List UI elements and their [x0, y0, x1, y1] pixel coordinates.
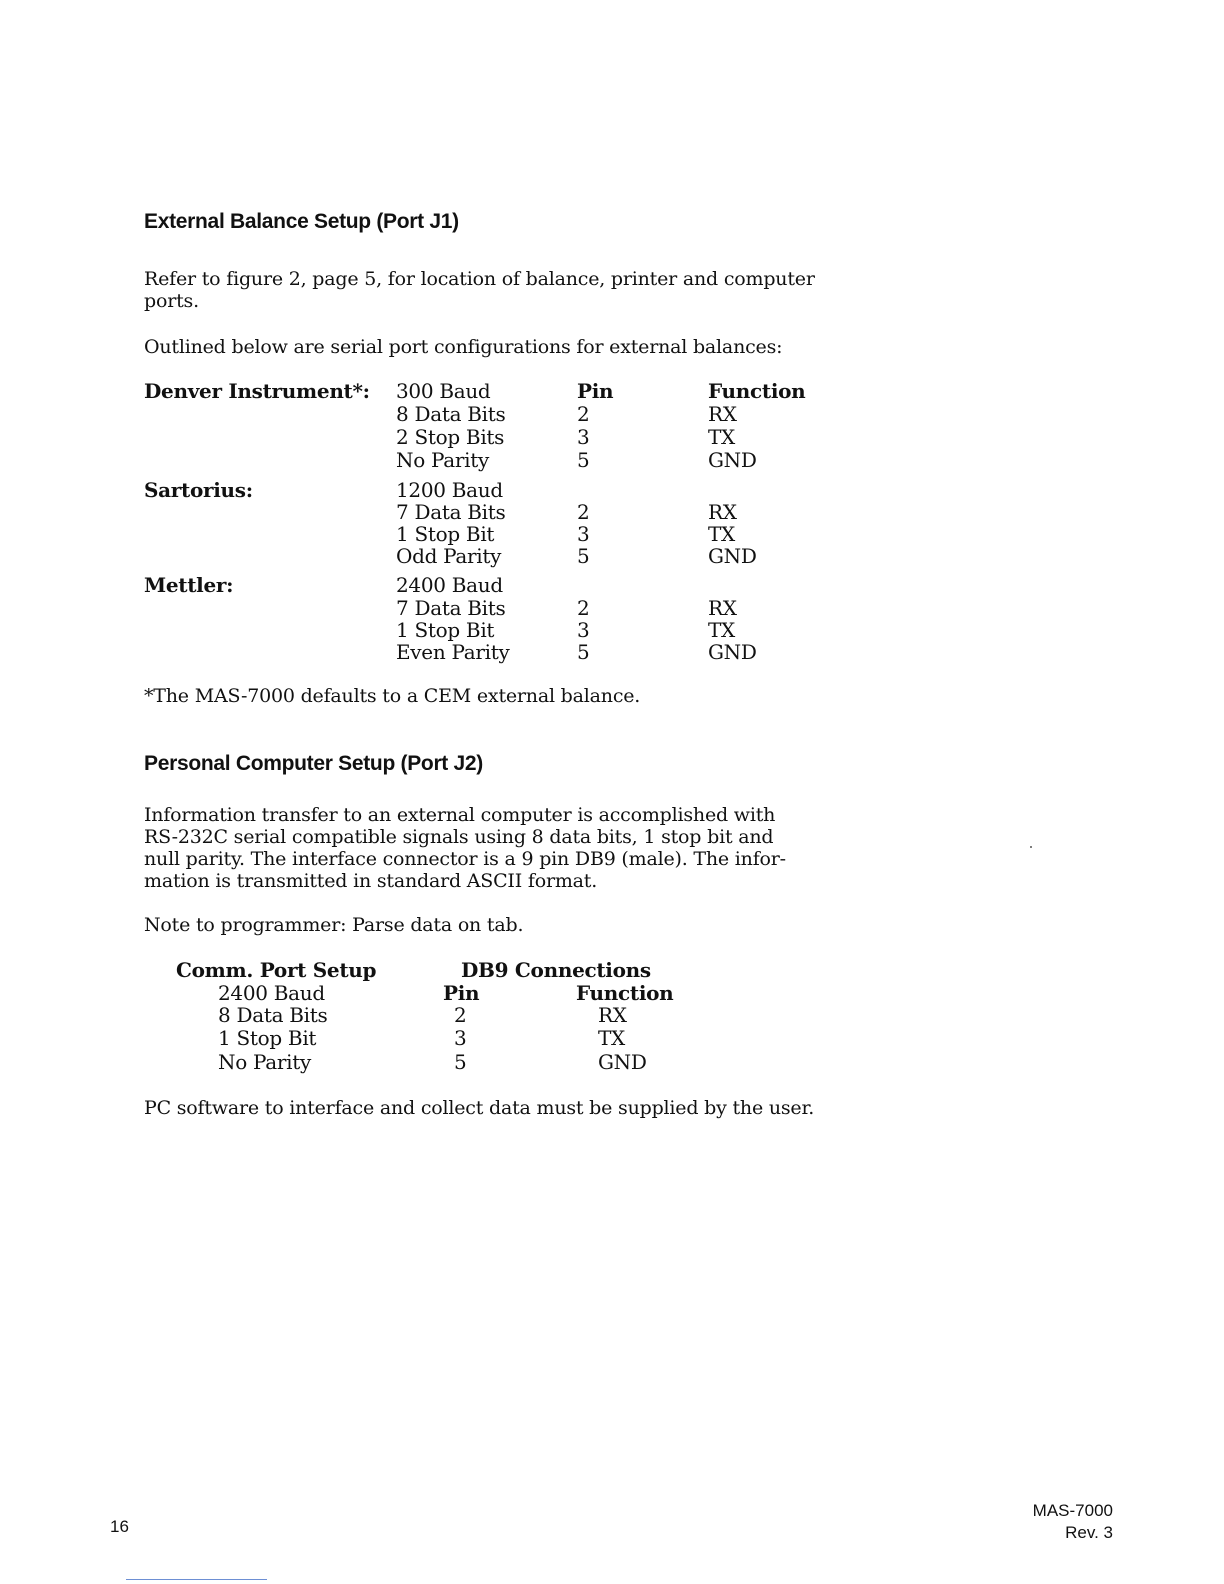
scan-speck [1030, 846, 1032, 848]
pin-cell: 2 [577, 596, 590, 620]
db9-connections-header: DB9 Connections [461, 958, 651, 982]
section-heading-personal-computer: Personal Computer Setup (Port J2) [144, 752, 483, 775]
closing-paragraph: PC software to interface and collect data must be supplied by the user. [144, 1097, 815, 1119]
col-header-pin: Pin [577, 379, 614, 403]
function-cell: TX [708, 522, 735, 546]
pc-paragraph-line-4: mation is transmitted in standard ASCII format. [144, 870, 598, 892]
footer-revision: Rev. 3 [1065, 1523, 1113, 1542]
setting-cell: 300 Baud [396, 379, 491, 403]
db9-function: TX [598, 1026, 625, 1050]
function-cell: GND [708, 640, 757, 664]
bottom-rule [126, 1579, 267, 1580]
setting-cell: 1200 Baud [396, 478, 503, 502]
pc-paragraph-line-2: RS-232C serial compatible signals using 8 data bits, 1 stop bit and [144, 826, 774, 848]
setting-cell: Even Parity [396, 640, 510, 664]
pin-cell: 2 [577, 402, 590, 426]
function-cell: GND [708, 448, 757, 472]
balance-name-sartorius: Sartorius: [144, 478, 253, 502]
footer-model: MAS-7000 [1032, 1501, 1113, 1520]
comm-setting: 8 Data Bits [218, 1003, 328, 1027]
setting-cell: 2 Stop Bits [396, 425, 505, 449]
pc-paragraph-line-3: null parity. The interface connector is a 9 pin DB9 (male). The infor- [144, 848, 786, 870]
db9-function-header: Function [576, 981, 674, 1005]
setting-cell: 8 Data Bits [396, 402, 506, 426]
balance-name-denver: Denver Instrument*: [144, 379, 370, 403]
pin-cell: 3 [577, 618, 590, 642]
comm-port-setup-header: Comm. Port Setup [176, 958, 377, 982]
comm-setting: 1 Stop Bit [218, 1026, 317, 1050]
intro-paragraph-line-1: Refer to figure 2, page 5, for location of balance, printer and computer [144, 268, 815, 290]
pin-cell: 5 [577, 544, 590, 568]
setting-cell: 2400 Baud [396, 573, 503, 597]
pin-cell: 3 [577, 425, 590, 449]
function-cell: TX [708, 618, 735, 642]
setting-cell: Odd Parity [396, 544, 502, 568]
page-number: 16 [110, 1517, 129, 1536]
setting-cell: 1 Stop Bit [396, 522, 495, 546]
function-cell: RX [708, 500, 737, 524]
footnote: *The MAS-7000 defaults to a CEM external balance. [144, 685, 641, 707]
function-cell: RX [708, 596, 737, 620]
setting-cell: No Parity [396, 448, 489, 472]
pin-cell: 2 [577, 500, 590, 524]
comm-setting: No Parity [218, 1050, 311, 1074]
pin-cell: 5 [577, 448, 590, 472]
col-header-function: Function [708, 379, 806, 403]
outline-paragraph: Outlined below are serial port configurations for external balances: [144, 336, 783, 358]
setting-cell: 7 Data Bits [396, 596, 506, 620]
intro-paragraph-line-2: ports. [144, 290, 199, 312]
pin-cell: 3 [577, 522, 590, 546]
setting-cell: 1 Stop Bit [396, 618, 495, 642]
setting-cell: 7 Data Bits [396, 500, 506, 524]
pc-paragraph-line-1: Information transfer to an external computer is accomplished with [144, 804, 776, 826]
db9-pin: 2 [454, 1003, 467, 1027]
db9-function: RX [598, 1003, 627, 1027]
function-cell: TX [708, 425, 735, 449]
db9-pin-header: Pin [443, 981, 480, 1005]
db9-function: GND [598, 1050, 647, 1074]
section-heading-external-balance: External Balance Setup (Port J1) [144, 210, 459, 233]
programmer-note: Note to programmer: Parse data on tab. [144, 914, 524, 936]
comm-setting: 2400 Baud [218, 981, 325, 1005]
balance-name-mettler: Mettler: [144, 573, 234, 597]
db9-pin: 5 [454, 1050, 467, 1074]
pin-cell: 5 [577, 640, 590, 664]
db9-pin: 3 [454, 1026, 467, 1050]
function-cell: GND [708, 544, 757, 568]
function-cell: RX [708, 402, 737, 426]
